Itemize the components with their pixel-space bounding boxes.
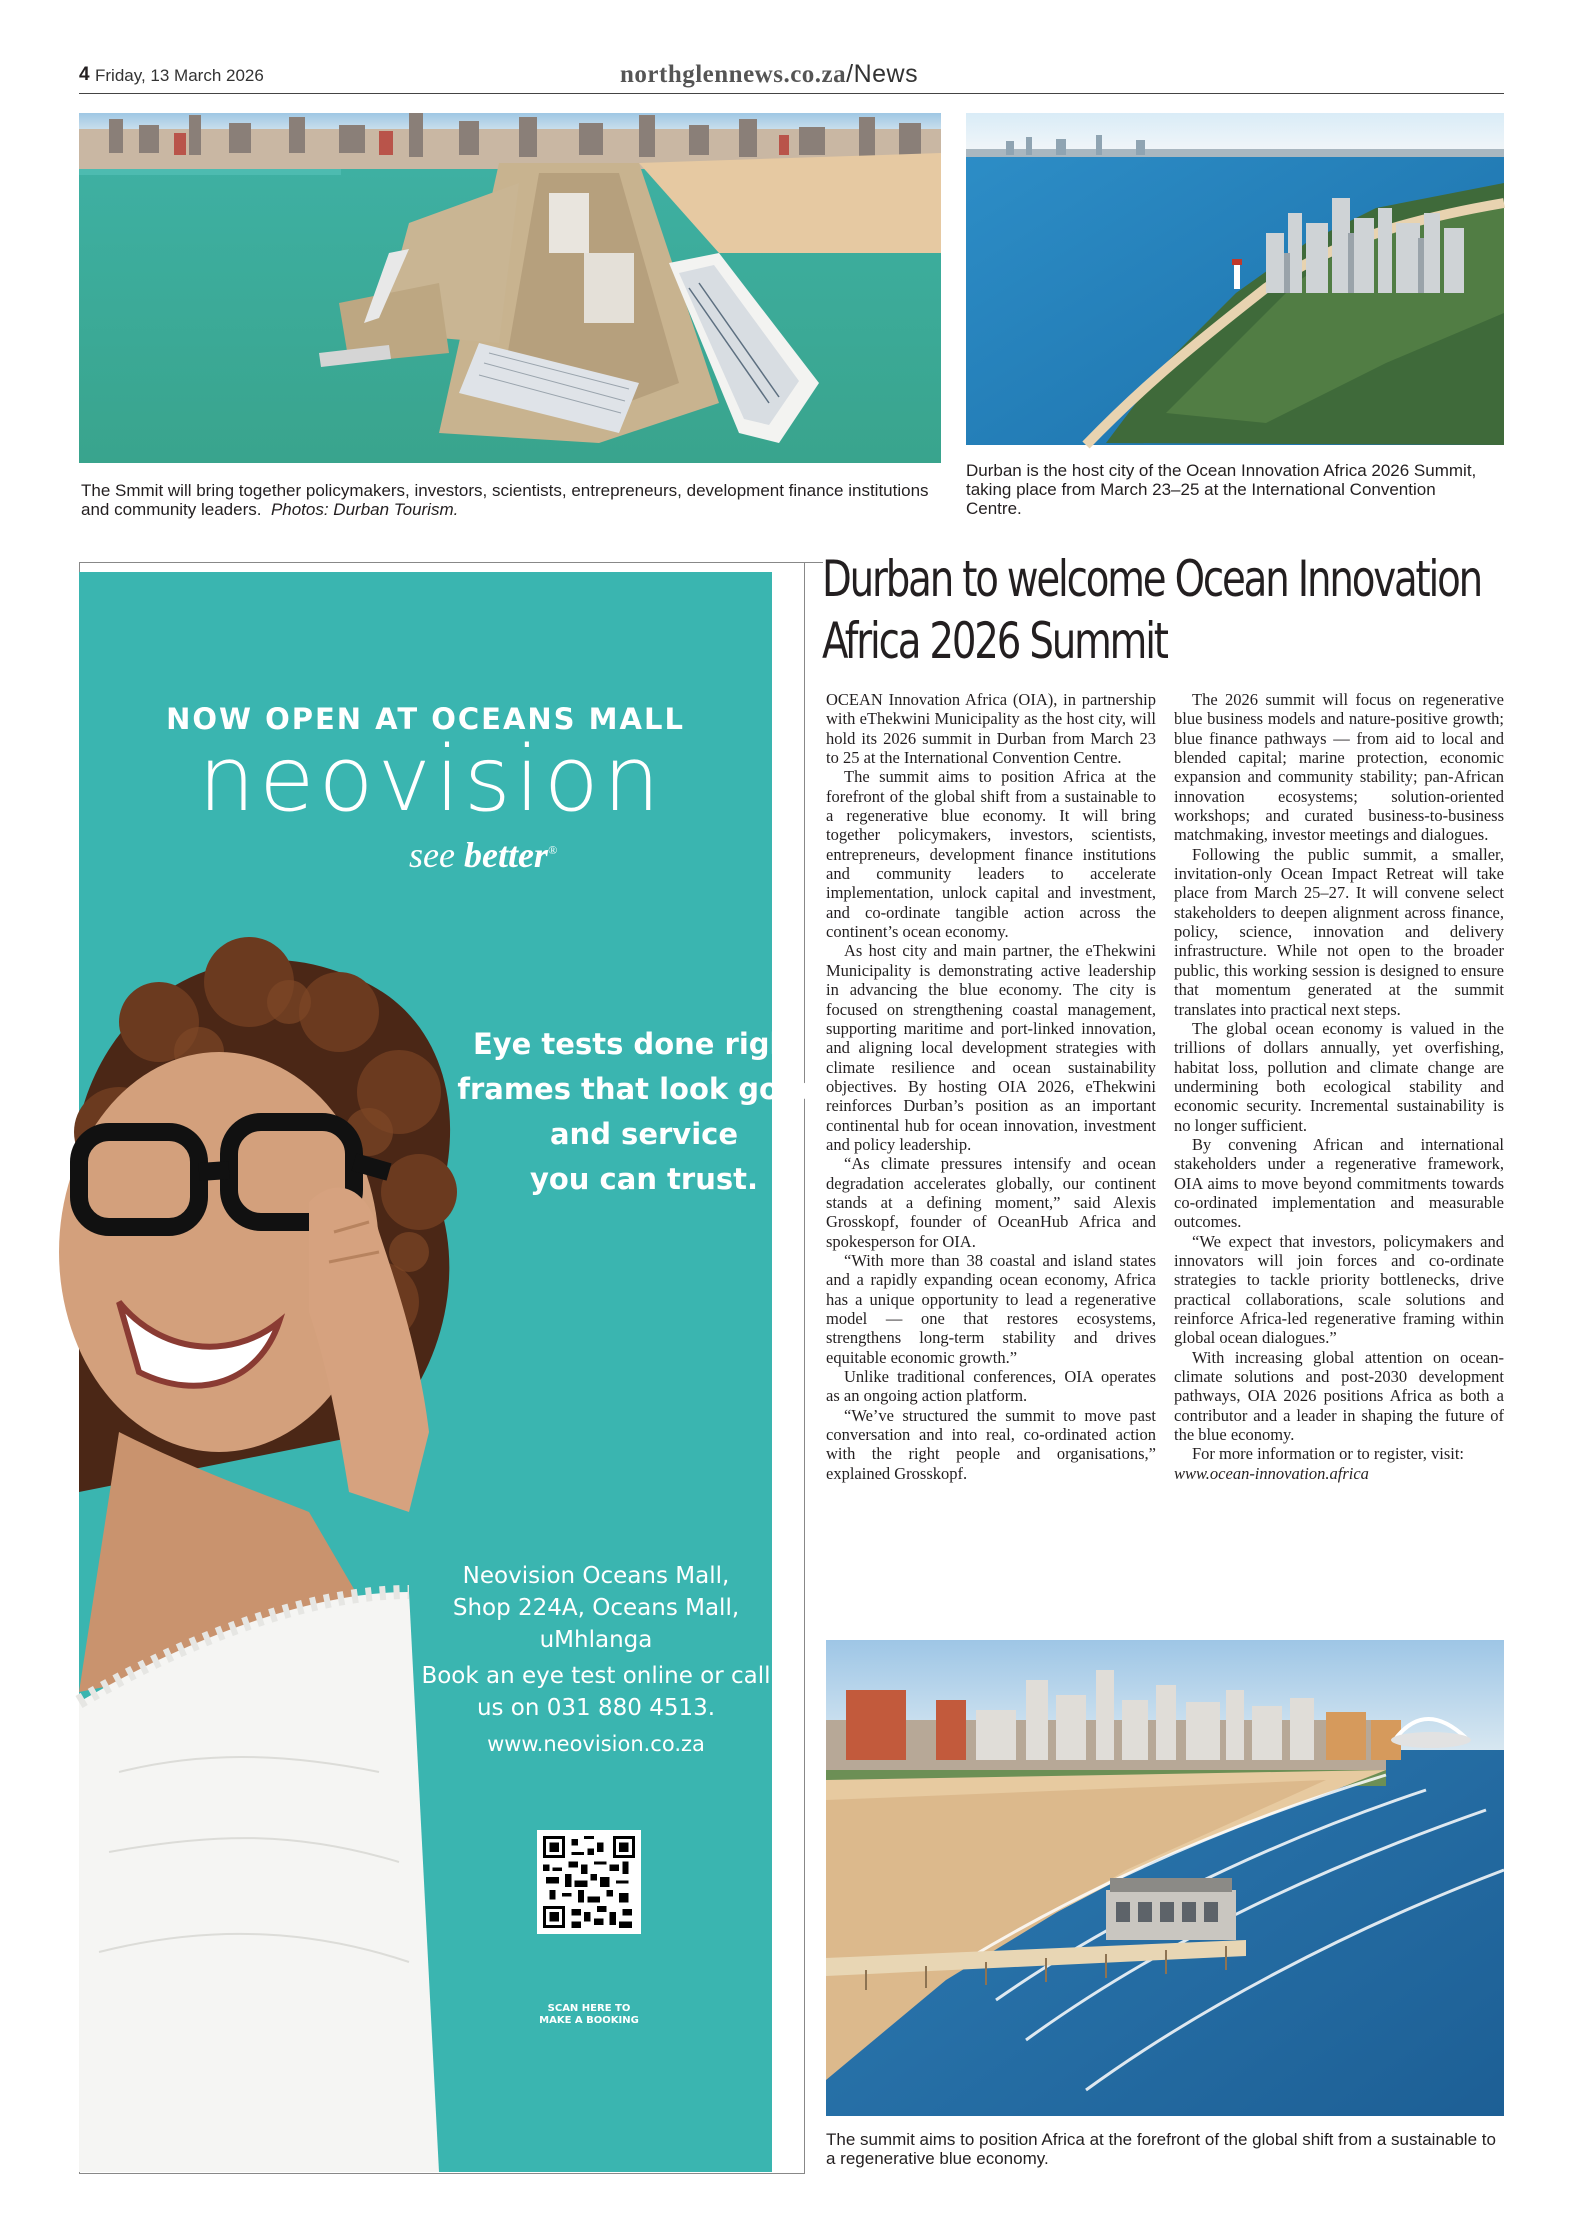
article-paragraph: “With more than 38 coastal and island states and a rapidly expanding ocean economy, Africa has a unique opportunity to lead a regenerative model — one that restores ecosystems, strengthens long-term stability and drives equitable economic growth.”	[826, 1250, 1156, 1367]
port-caption-text: The Smmit will bring together policymakers, investors, scientists, entrepreneurs, development finance institutions and community leaders.	[81, 481, 929, 519]
site-name: northglennews.co.za	[620, 61, 847, 88]
article-paragraph: “As climate pressures intensify and ocean degradation accelerates globally, our continent stands at a defining moment,” said Alexis Grosskopf, founder of OceanHub Africa and spokesperson for OIA.	[826, 1154, 1156, 1251]
article-column-2	[1174, 690, 1504, 1483]
article-paragraph: For more information or to register, visit:	[1192, 1444, 1465, 1464]
ad-tagline	[409, 834, 557, 876]
page-number: 4	[79, 64, 90, 85]
neovision-advert[interactable]	[79, 572, 831, 2172]
booking-text: Book an eye test online or call us on 031 880 4513.	[421, 1663, 771, 1721]
article-column-1	[826, 690, 1156, 1483]
section-name: /News	[846, 60, 919, 88]
port-aerial-photo	[79, 113, 941, 463]
article-paragraph: As host city and main partner, the eThekwini Municipality is demonstrating active leadership in advancing the blue economy. The city is focused on strengthening coastal management, supporting maritime and port-linked innovation, and aligning local development strategies with climate resilience and ocean sustainability objectives. By hosting OIA 2026, eThekwini reinforces Durban’s position as an important continental hub for ocean innovation, investment and policy leadership.	[826, 941, 1156, 1154]
tagline-better: better	[463, 835, 548, 875]
issue-date: Friday, 13 March 2026	[95, 66, 264, 85]
ad-frame-right	[804, 562, 805, 2174]
booking-qr-code[interactable]	[537, 1830, 641, 1934]
pier-photo-caption: The summit aims to position Africa at the forefront of the global shift from a sustainable to a regenerative blue economy.	[826, 2130, 1496, 2168]
tagline-see: see	[409, 835, 455, 875]
article-paragraph: Unlike traditional conferences, OIA operates as an ongoing action platform.	[826, 1367, 1156, 1406]
ad-headline	[419, 1022, 869, 1202]
registered-mark: ®	[547, 843, 558, 857]
qr-scan-instruction	[509, 2003, 669, 2027]
city-photo-caption: Durban is the host city of the Ocean Innovation Africa 2026 Summit, taking place from March 23–25 at the International Convention Centre.	[966, 461, 1477, 518]
ad-kicker: NOW OPEN AT OCEANS MALL	[166, 702, 685, 736]
scan-line: SCAN HERE TO	[547, 2003, 631, 2014]
article-paragraph: The summit aims to position Africa at the forefront of the global shift from a sustainable to a regenerative blue economy. It will bring together policymakers, investors, scientists, entrepreneurs, development finance institutions and community leaders to accelerate implementation, unlock capital and investment, and co-ordinate tangible action across the continent’s ocean economy.	[826, 767, 1156, 942]
masthead	[620, 60, 918, 89]
ad-frame-top	[79, 562, 823, 563]
ad-headline-line: you can trust.	[529, 1162, 759, 1196]
article-paragraph: The 2026 summit will focus on regenerative blue business models and nature-positive growth; blue finance pathways — from aid to local and blended capital; marine protection, economic expansion and community stability; pan-African innovation ecosystems; solution-oriented workshops; and curated business-to-business matchmaking, investor meetings and dialogues.	[1174, 690, 1504, 845]
article-paragraph: With increasing global attention on ocean-climate solutions and post-2030 development pathways, OIA 2026 positions Africa as both a contributor and a leader in shaping the future of the blue economy.	[1174, 1347, 1504, 1445]
article-paragraph: “We’ve structured the summit to move past conversation and into real, co-ordinated action with the right people and organisations,” explained Grosskopf.	[826, 1405, 1156, 1483]
scan-line: MAKE A BOOKING	[539, 2015, 639, 2026]
article-paragraph: OCEAN Innovation Africa (OIA), in partnership with eThekwini Municipality as the host city, will hold its 2026 summit in Durban from March 23 to 25 at the International Convention Centre.	[826, 690, 1156, 768]
article-paragraph: By convening African and international stakeholders under a regenerative framework, OIA aims to move beyond commitments towards co-ordinated implementation and measurable outcomes.	[1174, 1134, 1504, 1232]
article-paragraph: The global ocean economy is valued in the trillions of dollars annually, yet overfishing, habitat loss, pollution and climate change are undermining both ecological stability and economic security. Incremental sustainability is no longer sufficient.	[1174, 1018, 1504, 1135]
address-line: Shop 224A, Oceans Mall,	[452, 1595, 740, 1621]
neovision-logo: neovision	[198, 727, 664, 832]
article-paragraph: Following the public summit, a smaller, invitation-only Ocean Impact Retreat will take place from March 25–27. It will convene select stakeholders to deepen alignment across finance, policy, science, innovation and delivery infrastructure. While not open to the broader public, this working session is designed to ensure that momentum generated at the summit translates into practical next steps.	[1174, 844, 1504, 1019]
header-rule	[79, 93, 1504, 94]
registration-link[interactable]: www.ocean-innovation.africa	[1174, 1463, 1369, 1483]
article-headline: Durban to welcome Ocean Innovation Africa 2026 Summit	[822, 550, 1482, 670]
pier-beach-photo	[826, 1640, 1504, 2116]
store-address	[421, 1560, 771, 1656]
ad-headline-line: Eye tests done right,	[472, 1027, 816, 1061]
photo-credit: Photos: Durban Tourism.	[270, 500, 459, 519]
ad-frame-bottom	[79, 2173, 804, 2174]
address-line: uMhlanga	[539, 1627, 653, 1653]
address-line: Neovision Oceans Mall,	[462, 1563, 730, 1589]
ad-headline-line: frames that look good,	[457, 1072, 831, 1106]
ad-headline-line: and service	[549, 1117, 738, 1151]
ad-website-link[interactable]: www.neovision.co.za	[487, 1732, 705, 1756]
article-paragraph: “We expect that investors, policymakers and innovators will join forces and co-ordinate strategies to tackle priority bottlenecks, drive practical collaborations, scale solutions and reinforce Africa-led regenerative framing within global ocean dialogues.”	[1174, 1231, 1504, 1348]
coastline-city-photo	[966, 113, 1504, 445]
port-photo-caption	[81, 481, 941, 519]
